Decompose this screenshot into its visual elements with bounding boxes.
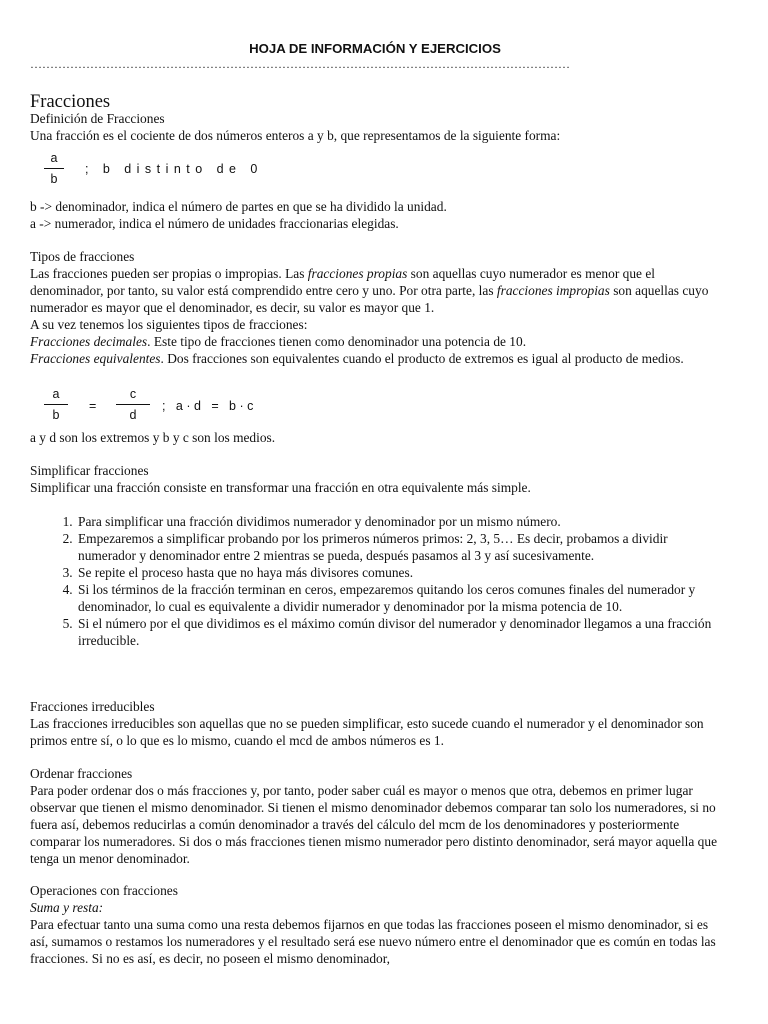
tipos-intro: A su vez tenemos los siguientes tipos de fracciones:: [30, 317, 308, 332]
operaciones-title: Operaciones con fracciones: [30, 883, 178, 898]
definicion-section: [30, 110, 720, 144]
ordenar-section: [30, 765, 720, 867]
fraction-a-b: [44, 151, 64, 187]
ordenar-title: Ordenar fracciones: [30, 766, 133, 781]
text-span: . Dos fracciones son equivalentes cuando el producto de extremos es igual al producto de medios.: [160, 351, 684, 366]
emphasis-suma-resta: Suma y resta:: [30, 900, 104, 915]
list-item: 2. Empezaremos a simplificar probando por los primeros números primos: 2, 3, 5… Es decir, probamos a dividir numerador y denominador entre 2 mientras se pueda, después pasamos al 3 y así sucesivamente.: [76, 530, 720, 564]
simplificar-steps: [30, 513, 720, 649]
list-item: 5. Si el número por el que dividimos es el máximo común divisor del numerador y denominador llegamos a una fracción irreducible.: [76, 615, 720, 649]
text-span: . Este tipo de fracciones tienen como denominador una potencia de 10.: [147, 334, 527, 349]
numerador-line: a -> numerador, indica el número de unidades fraccionarias elegidas.: [30, 216, 399, 231]
denominador-line: b -> denominador, indica el número de partes en que se ha dividido la unidad.: [30, 199, 447, 214]
text-span: Las fracciones pueden ser propias o impropias. Las: [30, 266, 308, 281]
fraction-bar: [116, 404, 150, 405]
emphasis-impropias: fracciones impropias: [496, 283, 610, 298]
fraction-denominator: b: [50, 172, 58, 186]
section-heading: Fracciones: [30, 92, 111, 112]
tipos-paragraph: [30, 265, 720, 316]
operaciones-text: Para efectuar tanto una suma como una resta debemos fijarnos en que todas las fracciones poseen el mismo denominador, si es así, sumamos o restamos los numeradores y el resultado será ese nuevo número entre el denominador que es común en todas las fracciones. Si no es así, es decir, no poseen el mismo denominador,: [30, 917, 716, 966]
list-item: 3. Se repite el proceso hasta que no haya más divisores comunes.: [76, 564, 720, 581]
tipos-section: [30, 248, 720, 367]
fraction-bar: [44, 168, 64, 169]
fraction-denominator: d: [129, 408, 137, 422]
document-title: HOJA DE INFORMACIÓN Y EJERCICIOS: [249, 41, 501, 56]
operaciones-section: [30, 882, 720, 967]
definicion-title: Definición de Fracciones: [30, 111, 165, 126]
emphasis-equivalentes: Fracciones equivalentes: [30, 351, 161, 366]
extremos-line: a y d son los extremos y b y c son los medios.: [30, 430, 276, 445]
suma-resta-subtitle: [30, 899, 720, 916]
simplificar-section: [30, 462, 720, 496]
list-item: 4. Si los términos de la fracción terminan en ceros, empezaremos quitando los ceros comunes finales del numerador y denominador, lo cual es equivalente a dividir numerador y denominador por la misma potencia de 10.: [76, 581, 720, 615]
formula-condition: ; b d i s t i n t o d e 0: [85, 162, 259, 176]
text-span: son aquellas cuyo numerador es menor que el denominador, por tanto, su valor está comprendido entre cero y uno. Por otra parte, las: [30, 266, 655, 298]
fraction-c-d: [116, 387, 150, 423]
irreducibles-section: [30, 698, 720, 749]
extremos-medios: [30, 429, 720, 446]
equals-sign: =: [89, 399, 97, 413]
fraction-numerator: a: [50, 151, 58, 165]
definicion-text: Una fracción es el cociente de dos números enteros a y b, que representamos de la siguiente forma:: [30, 128, 561, 143]
decimales-line: [30, 333, 720, 350]
fraction-bar: [44, 404, 68, 405]
definicion-terms: [30, 198, 720, 232]
simplificar-title: Simplificar fracciones: [30, 463, 149, 478]
simplificar-text: Simplificar una fracción consiste en transformar una fracción en otra equivalente más simple.: [30, 480, 531, 495]
irreducibles-text: Las fracciones irreducibles son aquellas que no se pueden simplificar, esto sucede cuando el numerador y el denominador son primos entre sí, o lo que es lo mismo, cuando el mcd de ambos números es 1.: [30, 716, 704, 748]
fraction-denominator: b: [52, 408, 60, 422]
emphasis-decimales: Fracciones decimales: [30, 334, 148, 349]
equivalentes-line: [30, 350, 720, 367]
fraction-a-b-2: [44, 387, 68, 423]
fraction-numerator: a: [52, 387, 60, 401]
tipos-title: Tipos de fracciones: [30, 249, 135, 264]
ordenar-text: Para poder ordenar dos o más fracciones y, por tanto, poder saber cuál es mayor o menos que otra, debemos en primer lugar observar que tienen el mismo denominador. Si tienen el mismo denominador debemos comparar tan solo los numeradores, si no fuera así, debemos reducirlas a común denominador a través del cálculo del mcm de los denominadores y posteriormente comparar los numeradores. Si dos o más fracciones tienen mismo numerador pero distinto denominador, será mayor aquella que tenga un menor denominador.: [30, 783, 718, 866]
list-item: 1. Para simplificar una fracción dividimos numerador y denominador por un mismo número.: [76, 513, 720, 530]
cross-product-formula: ; a · d = b · c: [162, 399, 254, 413]
irreducibles-title: Fracciones irreducibles: [30, 699, 155, 714]
steps-list: [30, 513, 720, 649]
text-span: son aquellas cuyo numerador es mayor que el denominador, es decir, su valor es mayor que 1.: [30, 283, 709, 315]
emphasis-propias: fracciones propias: [307, 266, 408, 281]
dotted-separator: ………………………………………………………………………………………………………………………: [30, 57, 570, 71]
fraction-numerator: c: [129, 387, 137, 401]
